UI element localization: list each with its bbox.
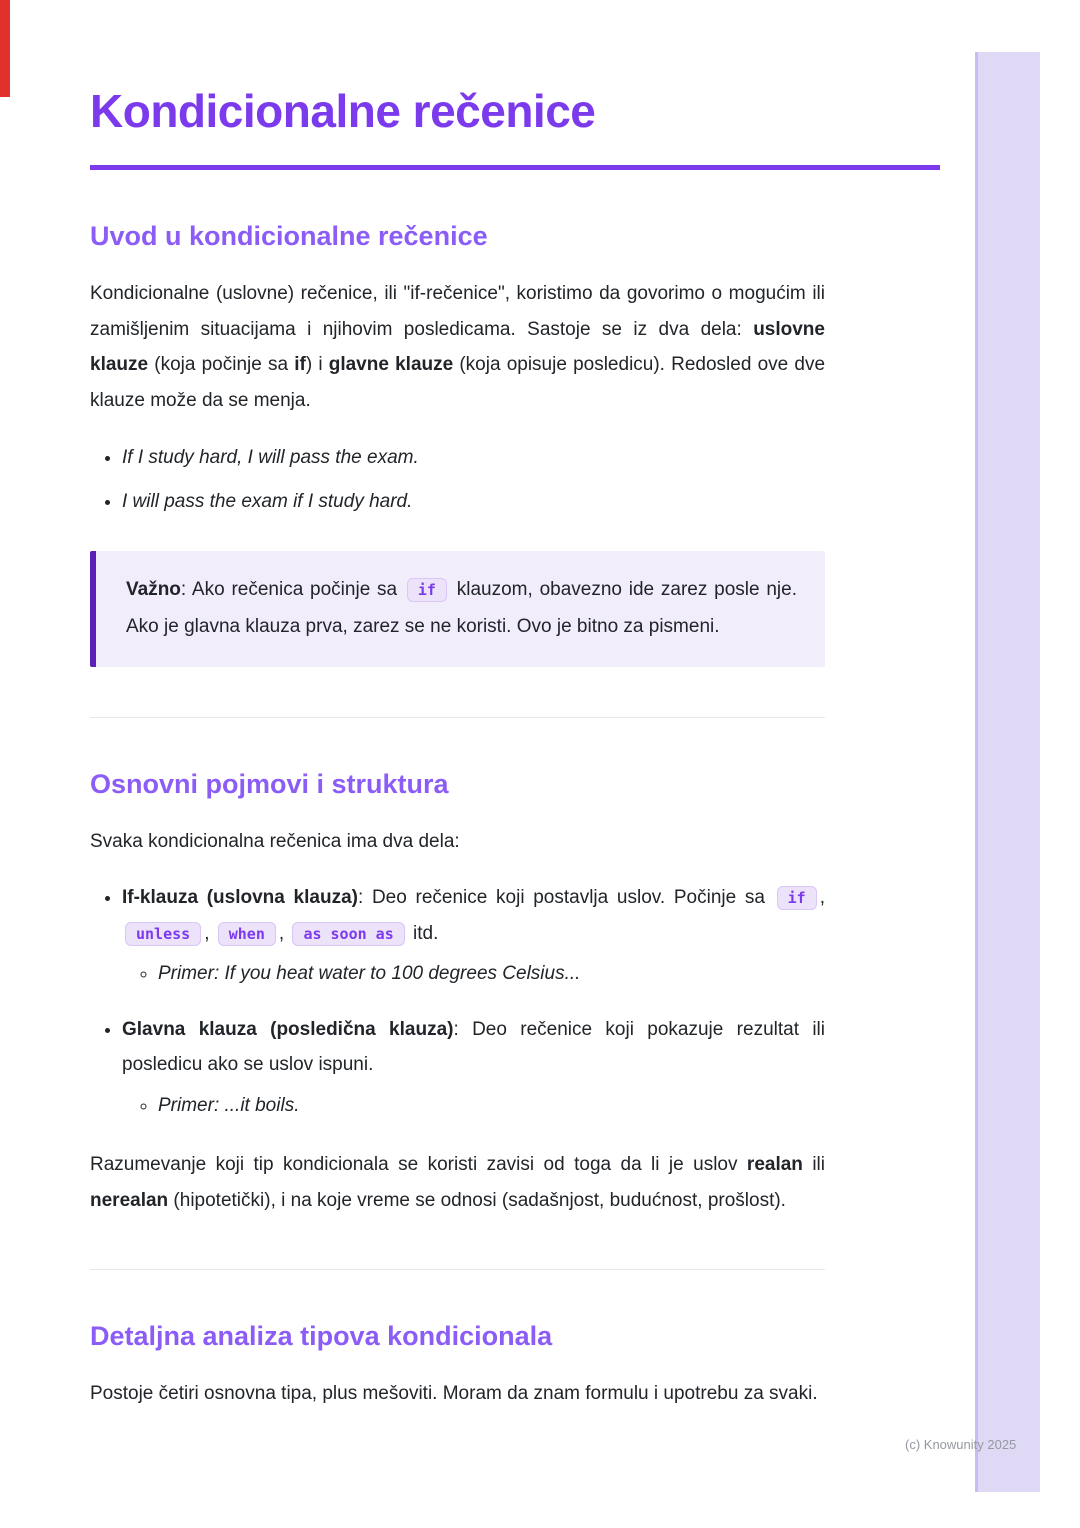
callout-text	[126, 571, 797, 645]
important-callout	[90, 551, 825, 667]
text-segment: ,	[278, 922, 290, 944]
analysis-heading: Detaljna analiza tipova kondicionala	[90, 1320, 553, 1351]
list-item-text	[122, 880, 825, 951]
inline-code-chip: as soon as	[292, 922, 404, 946]
page-title: Kondicionalne rečenice	[90, 85, 596, 137]
sub-list	[122, 1089, 825, 1123]
text-segment: klauzom, obavezno ide zarez posle nje. Ako je glavna klauza prva, zarez se ne koristi. Ovo je bitno za pismeni.	[126, 578, 797, 637]
analysis-paragraph: Postoje četiri osnovna tipa, plus mešoviti. Moram da znam formulu i upotrebu za svaki.	[90, 1383, 818, 1405]
text-segment: realan	[746, 1154, 803, 1176]
sub-list-item	[158, 1089, 825, 1123]
title-underline	[90, 165, 940, 170]
text-segment: (koja počinje sa	[148, 354, 295, 376]
inline-code-chip: if	[407, 578, 447, 602]
list-item	[122, 1012, 825, 1124]
example-list	[90, 443, 825, 517]
sub-list-item	[158, 957, 825, 991]
text-segment: itd.	[407, 922, 439, 944]
text-segment: If-klauza (uslovna klauza)	[122, 886, 358, 908]
text-segment: (hipotetički), i na koje vreme se odnosi (sadašnjost, budućnost, prošlost).	[168, 1189, 786, 1211]
text-segment: Kondicionalne (uslovne) rečenice, ili "if-rečenice", koristimo da govorimo o mogućim ili zamišljenim situacijama i njihovim posledicama. Sastoje se iz dva dela:	[90, 282, 825, 340]
basics-closing	[90, 1147, 825, 1218]
list-item	[122, 880, 825, 992]
list-item-text	[122, 1012, 825, 1083]
basics-lead: Svaka kondicionalna rečenica ima dva dela:	[90, 831, 460, 853]
text-segment: glavne klauze	[328, 354, 454, 376]
text-segment: Važno	[126, 578, 181, 600]
section-analysis	[90, 1320, 825, 1412]
right-margin-strip	[975, 52, 1040, 1492]
text-segment: ,	[204, 922, 215, 944]
example-item: • If I study hard, I will pass the exam.	[122, 443, 825, 472]
text-segment: ,	[819, 886, 825, 908]
section-divider	[90, 1269, 825, 1270]
inline-code-chip: if	[777, 886, 817, 910]
text-segment: Glavna klauza (posledična klauza)	[122, 1018, 454, 1040]
basics-list	[90, 880, 825, 1123]
text-segment: (koja opisuje posledicu). Redosled ove dve klauze može da se menja.	[90, 354, 826, 412]
text-segment: uslovne klauze	[90, 318, 825, 376]
intro-paragraph	[90, 276, 825, 419]
section-basics	[90, 768, 825, 1219]
text-segment: Primer: ...it boils.	[158, 1095, 300, 1116]
inline-code-chip: when	[218, 922, 276, 946]
text-segment: ili	[802, 1154, 825, 1176]
text-segment: : Deo rečenice koji postavlja uslov. Počinje sa	[357, 886, 774, 908]
text-segment: Razumevanje koji tip kondicionala se koristi zavisi od toga da li je uslov	[90, 1154, 747, 1176]
text-segment: if	[294, 354, 306, 376]
red-accent-bar	[0, 0, 10, 97]
section-divider	[90, 717, 825, 718]
text-segment: : Ako rečenica počinje sa	[180, 578, 404, 600]
text-segment: : Deo rečenice koji pokazuje rezultat ili posledicu ako se uslov ispuni.	[122, 1018, 825, 1076]
document-content	[90, 0, 825, 1412]
text-segment: nerealan	[90, 1189, 169, 1211]
copyright-note: (c) Knowunity 2025	[905, 1437, 1017, 1452]
sub-list	[122, 957, 825, 991]
text-segment: ) i	[305, 354, 329, 376]
text-segment: Primer: If you heat water to 100 degrees Celsius...	[158, 963, 581, 985]
inline-code-chip: unless	[125, 922, 201, 946]
example-item: • I will pass the exam if I study hard.	[122, 487, 825, 516]
intro-heading: Uvod u kondicionalne rečenice	[90, 220, 488, 251]
basics-heading: Osnovni pojmovi i struktura	[90, 768, 449, 799]
section-intro	[90, 220, 825, 667]
